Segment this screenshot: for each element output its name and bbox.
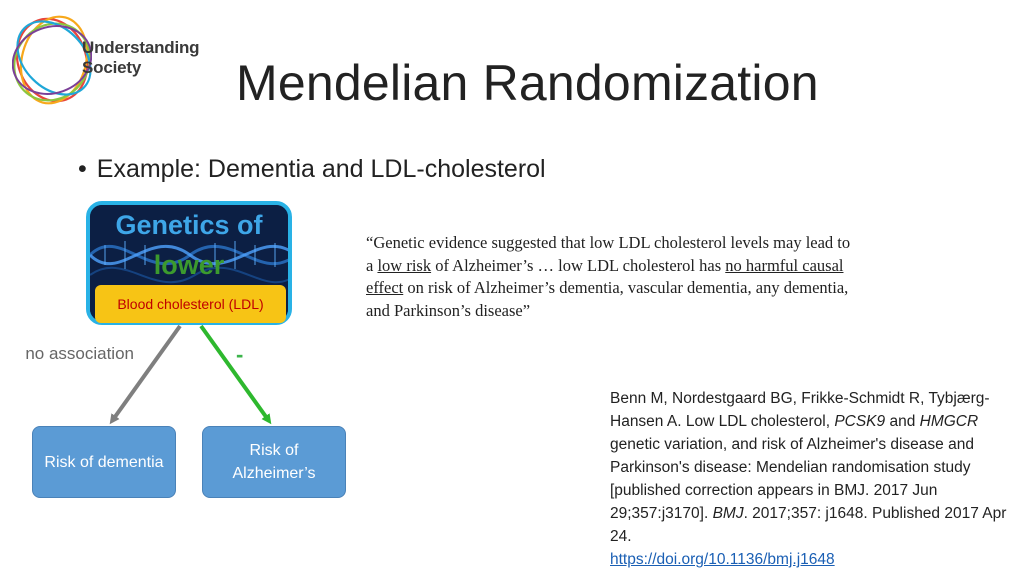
quote-underline-low-risk: low risk <box>377 255 432 275</box>
quote-part-2: of Alzheimer’s … low LDL cholesterol has <box>431 255 726 275</box>
genetics-title: Genetics of <box>115 210 263 240</box>
quote-part-3: on risk of Alzheimer’s dementia, vascular dementia, any dementia, and Parkinson’s disease” <box>366 278 849 320</box>
no-association-label: no association <box>25 344 134 363</box>
negative-effect-label: - <box>236 342 244 367</box>
risk-of-alzheimers-label: Risk of Alzheimer’s <box>232 442 316 482</box>
citation-gene-pcsk9: PCSK9 <box>834 413 886 430</box>
quote-underline-no-harm: no harmful causal effect <box>366 255 844 297</box>
risk-of-dementia-box <box>32 426 176 498</box>
citation-part-2: and <box>885 413 920 430</box>
citation-part-3: genetic variation, and risk of Alzheimer's disease and Parkinson's disease: Mendelian randomisation study [published correction appears in BMJ. 2017 Jun 29;357:j3170]. <box>610 436 974 522</box>
citation-part-1: Benn M, Nordestgaard BG, Frikke-Schmidt R, Tybjærg-Hansen A. Low LDL cholesterol, <box>610 390 990 430</box>
doi-link[interactable]: https://doi.org/10.1136/bmj.j1648 <box>610 551 835 568</box>
genetics-lower: lower <box>153 250 225 280</box>
citation-journal: BMJ <box>712 505 744 522</box>
causal-arrow <box>201 326 269 421</box>
risk-of-alzheimers-box <box>202 426 346 498</box>
exposure-ldl-box: Blood cholesterol (LDL) <box>95 285 286 323</box>
logo-line-2: Society <box>82 58 142 77</box>
citation-gene-hmgcr: HMGCR <box>919 413 979 430</box>
citation-part-4: . 2017;357: j1648. Published 2017 Apr 24. <box>610 505 1007 545</box>
logo-line-1: Understanding <box>82 38 200 57</box>
no-association-arrow <box>112 326 180 421</box>
risk-of-dementia-label: Risk of dementia <box>44 453 164 471</box>
quote-text <box>366 232 856 322</box>
citation <box>610 387 1018 571</box>
bullet-text: Example: Dementia and LDL-cholesterol <box>96 155 546 183</box>
slide-title: Mendelian Randomization <box>236 55 819 111</box>
bullet-symbol: • <box>78 155 87 183</box>
quote-part-1: “Genetic evidence suggested that low LDL cholesterol levels may lead to a <box>366 233 851 275</box>
